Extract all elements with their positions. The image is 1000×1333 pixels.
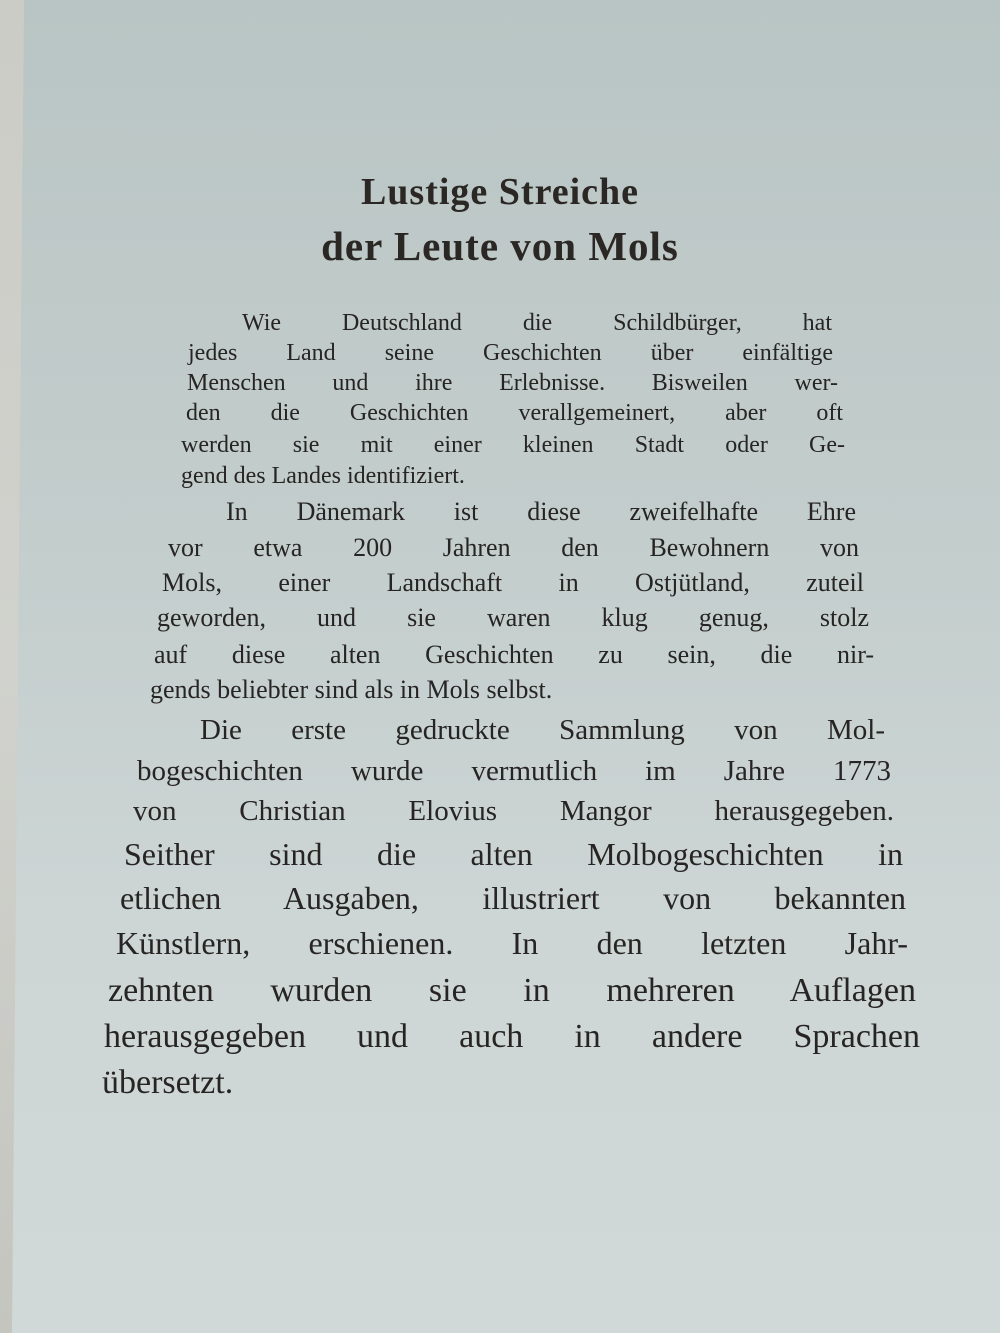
page-title-line-2: der Leute von Mols [321,223,679,269]
text-line: Mols, einer Landschaft in Ostjütland, zuteil [162,568,864,597]
text-line: den die Geschichten verallgemeinert, aber oft [186,400,843,426]
text-line: Seither sind die alten Molbogeschichten in [124,836,903,872]
text-line: bogeschichten wurde vermutlich im Jahre 1773 [137,755,891,787]
text-line: gends beliebter sind als in Mols selbst. [150,675,553,704]
text-line: Die erste gedruckte Sammlung von Mol- [200,714,885,746]
text-line: geworden, und sie waren klug genug, stolz [157,603,869,632]
text-line: Menschen und ihre Erlebnisse. Bisweilen wer- [187,370,838,396]
text-line: gend des Landes identifiziert. [181,463,465,489]
text-line: übersetzt. [102,1064,234,1101]
text-line: Künstlern, erschienen. In den letzten Jahr- [116,925,908,961]
text-line: herausgegeben und auch in andere Sprachen [104,1018,920,1055]
text-line: von Christian Elovius Mangor herausgegeben. [133,795,894,827]
text-line: jedes Land seine Geschichten über einfältige [188,340,833,366]
text-line: auf diese alten Geschichten zu sein, die nir- [154,640,874,669]
page-title-line-1: Lustige Streiche [360,171,640,213]
text-line: zehnten wurden sie in mehreren Auflagen [108,972,916,1009]
text-line: vor etwa 200 Jahren den Bewohnern von [168,533,859,562]
text-line: werden sie mit einer kleinen Stadt oder Ge- [181,432,845,458]
text-line: Wie Deutschland die Schildbürger, hat [242,310,832,336]
text-line: In Dänemark ist diese zweifelhafte Ehre [226,497,856,526]
text-line: etlichen Ausgaben, illustriert von bekannten [120,880,906,916]
